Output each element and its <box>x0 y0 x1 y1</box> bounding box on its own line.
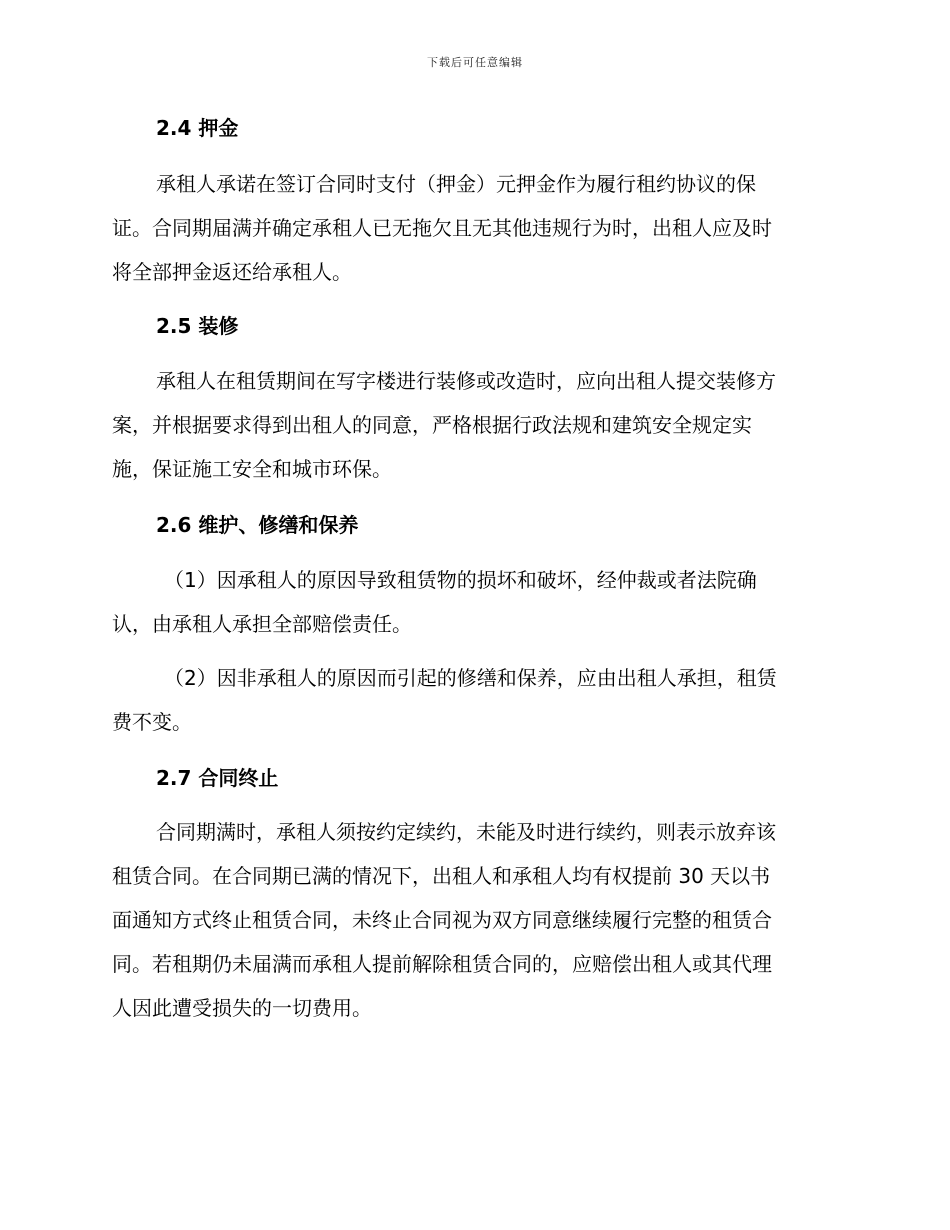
paragraph-line: 施，保证施工安全和城市环保。 <box>112 457 392 481</box>
section-heading-maintenance: 2.6 维护、修缮和保养 <box>156 513 359 537</box>
section-heading-termination: 2.7 合同终止 <box>156 766 279 790</box>
paragraph-line: 证。合同期届满并确定承租人已无拖欠且无其他违规行为时，出租人应及时 <box>112 216 772 240</box>
page-header-note: 下载后可任意编辑 <box>427 56 523 69</box>
paragraph-line: 案，并根据要求得到出租人的同意，严格根据行政法规和建筑安全规定实 <box>112 413 752 437</box>
paragraph-renovation <box>112 359 832 491</box>
paragraph-line: （1）因承租人的原因导致租赁物的损坏和破坏，经仲裁或者法院确 <box>164 568 757 592</box>
paragraph-line: （2）因非承租人的原因而引起的修缮和保养，应由出租人承担，租赁 <box>164 666 777 690</box>
paragraph-maintenance-1 <box>112 558 832 646</box>
paragraph-line: 认，由承租人承担全部赔偿责任。 <box>112 612 412 636</box>
paragraph-termination <box>112 810 832 1030</box>
paragraph-deposit <box>112 162 832 294</box>
section-heading-renovation: 2.5 装修 <box>156 314 239 338</box>
paragraph-line: 同。若租期仍未届满而承租人提前解除租赁合同的，应赔偿出租人或其代理 <box>112 952 772 976</box>
paragraph-line: 费不变。 <box>112 710 192 734</box>
paragraph-line: 租赁合同。在合同期已满的情况下，出租人和承租人均有权提前 30 天以书 <box>112 864 771 888</box>
paragraph-maintenance-2 <box>112 656 832 744</box>
paragraph-line: 承租人在租赁期间在写字楼进行装修或改造时，应向出租人提交装修方 <box>156 369 776 393</box>
paragraph-line: 人因此遭受损失的一切费用。 <box>112 996 372 1020</box>
paragraph-line: 将全部押金返还给承租人。 <box>112 260 352 284</box>
paragraph-line: 合同期满时，承租人须按约定续约，未能及时进行续约，则表示放弃该 <box>156 820 776 844</box>
paragraph-line: 承租人承诺在签订合同时支付（押金）元押金作为履行租约协议的保 <box>156 172 756 196</box>
paragraph-line: 面通知方式终止租赁合同，未终止合同视为双方同意继续履行完整的租赁合 <box>112 908 772 932</box>
section-heading-deposit: 2.4 押金 <box>156 116 239 140</box>
